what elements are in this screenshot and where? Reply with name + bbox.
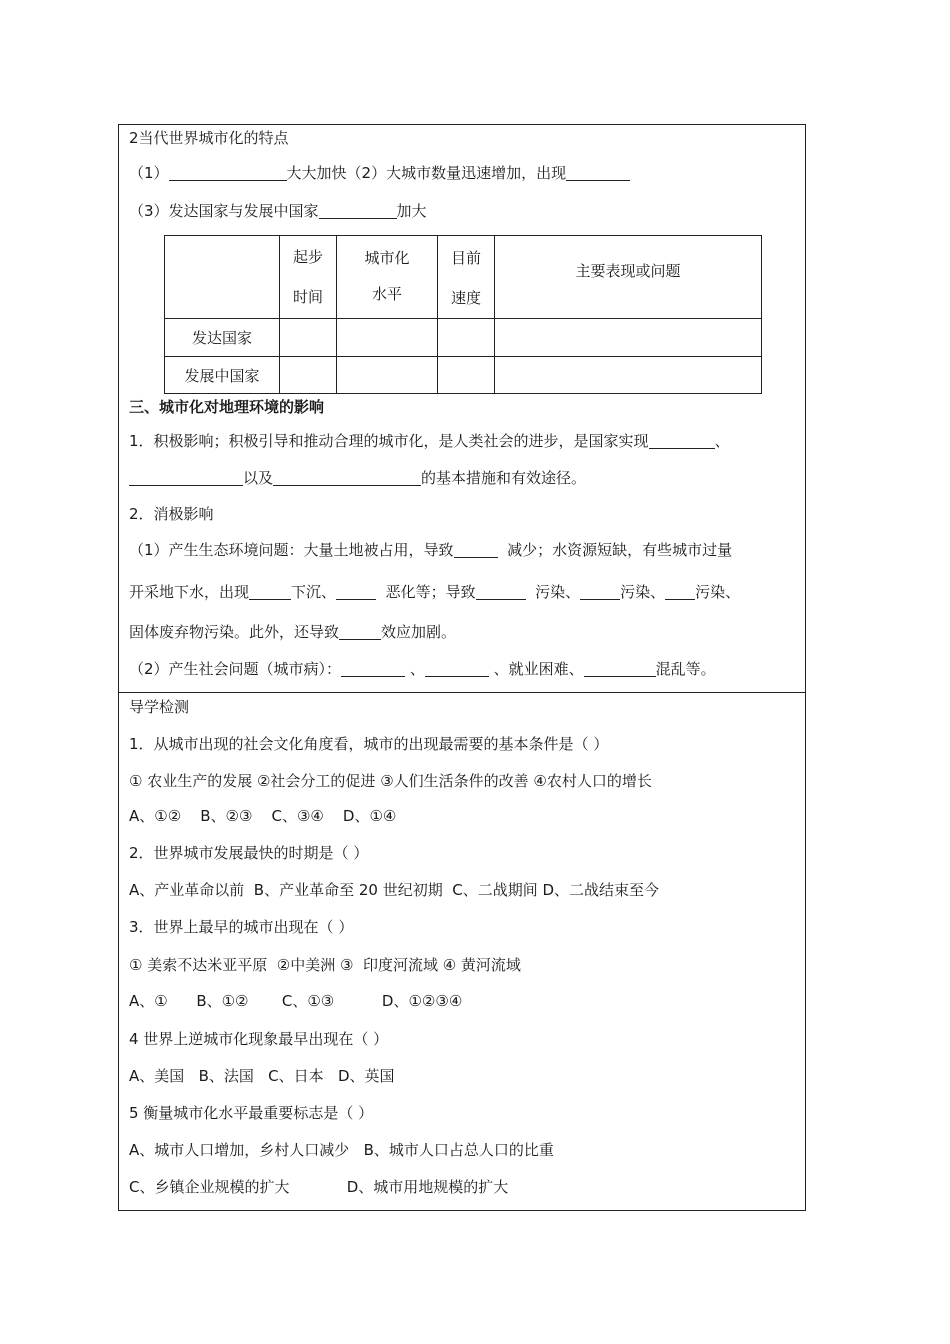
blank — [341, 660, 405, 677]
section-divider — [118, 692, 806, 693]
negative-line3: 固体废弃物污染。此外，还导致 效应加剧。 — [129, 623, 457, 641]
table-cell — [438, 319, 495, 357]
comparison-table — [164, 235, 762, 394]
table-row — [165, 357, 762, 394]
table-cell — [495, 319, 762, 357]
question-3-options: A、① B、①② C、①③ D、①②③④ — [129, 992, 463, 1010]
blank — [454, 541, 498, 558]
blank — [319, 202, 397, 219]
negative-line1: （1）产生生态环境问题：大量土地被占用，导致 减少；水资源短缺，有些城市过量 — [129, 541, 733, 559]
question-2: 2．世界城市发展最快的时期是（ ） — [129, 844, 369, 862]
question-1: 1．从城市出现的社会文化角度看，城市的出现最需要的基本条件是（ ） — [129, 735, 609, 753]
question-4: 4 世界上逆城市化现象最早出现在（ ） — [129, 1030, 389, 1048]
question-5-options-1: A、城市人口增加，乡村人口减少 B、城市人口占总人口的比重 — [129, 1141, 554, 1159]
positive-line2: 以及 的基本措施和有效途径。 — [129, 468, 586, 488]
positive-line1: 1．积极影响；积极引导和推动合理的城市化，是人类社会的进步，是国家实现 、 — [129, 432, 730, 450]
table-header-cell — [165, 236, 280, 319]
blank — [169, 164, 287, 181]
question-3-items: ① 美索不达米亚平原 ②中美洲 ③ 印度河流域 ④ 黄河流域 — [129, 956, 521, 974]
table-header-row — [165, 236, 762, 319]
section2-line2: （3）发达国家与发展中国家 加大 — [129, 202, 427, 220]
question-5: 5 衡量城市化水平最重要标志是（ ） — [129, 1104, 374, 1122]
table-row-label: 发展中国家 — [165, 357, 280, 394]
blank — [336, 583, 376, 600]
negative-line2: 开采地下水，出现 下沉、 恶化等；导致 污染、 污染、 污染、 — [129, 583, 741, 601]
negative-title: 2．消极影响 — [129, 505, 214, 523]
table-header-cell: 城市化 水平 — [337, 236, 438, 319]
blank — [665, 583, 695, 600]
table-row — [165, 319, 762, 357]
table-cell — [438, 357, 495, 394]
blank — [273, 469, 421, 486]
question-1-items: ① 农业生产的发展 ②社会分工的促进 ③人们生活条件的改善 ④农村人口的增长 — [129, 772, 652, 790]
table-cell — [337, 319, 438, 357]
table-header-cell: 目前 速度 — [438, 236, 495, 319]
blank — [649, 432, 715, 449]
question-2-options: A、产业革命以前 B、产业革命至 20 世纪初期 C、二战期间 D、二战结束至今 — [129, 881, 660, 899]
blank — [129, 469, 243, 486]
blank — [584, 660, 656, 677]
section3-title: 三、城市化对地理环境的影响 — [129, 398, 325, 416]
section2-line1: （1） 大大加快（2）大城市数量迅速增加，出现 — [129, 163, 630, 183]
table-cell — [337, 357, 438, 394]
blank — [249, 583, 291, 600]
table-row-label: 发达国家 — [165, 319, 280, 357]
table-cell — [280, 357, 337, 394]
question-5-options-2: C、乡镇企业规模的扩大 D、城市用地规模的扩大 — [129, 1178, 509, 1196]
blank — [566, 164, 630, 181]
table-header-cell: 起步 时间 — [280, 236, 337, 319]
blank — [425, 660, 489, 677]
question-4-options: A、美国 B、法国 C、日本 D、英国 — [129, 1067, 395, 1085]
blank — [580, 583, 620, 600]
question-3: 3．世界上最早的城市出现在（ ） — [129, 918, 354, 936]
question-1-options: A、①② B、②③ C、③④ D、①④ — [129, 807, 397, 825]
negative-line4: （2）产生社会问题（城市病）： 、 、就业困难、 混乱等。 — [129, 660, 716, 678]
blank — [476, 583, 526, 600]
table-cell — [280, 319, 337, 357]
table-cell — [495, 357, 762, 394]
quiz-title: 导学检测 — [129, 698, 190, 716]
section2-title: 2当代世界城市化的特点 — [129, 129, 289, 147]
table-header-cell: 主要表现或问题 — [495, 236, 762, 319]
blank — [339, 623, 381, 640]
